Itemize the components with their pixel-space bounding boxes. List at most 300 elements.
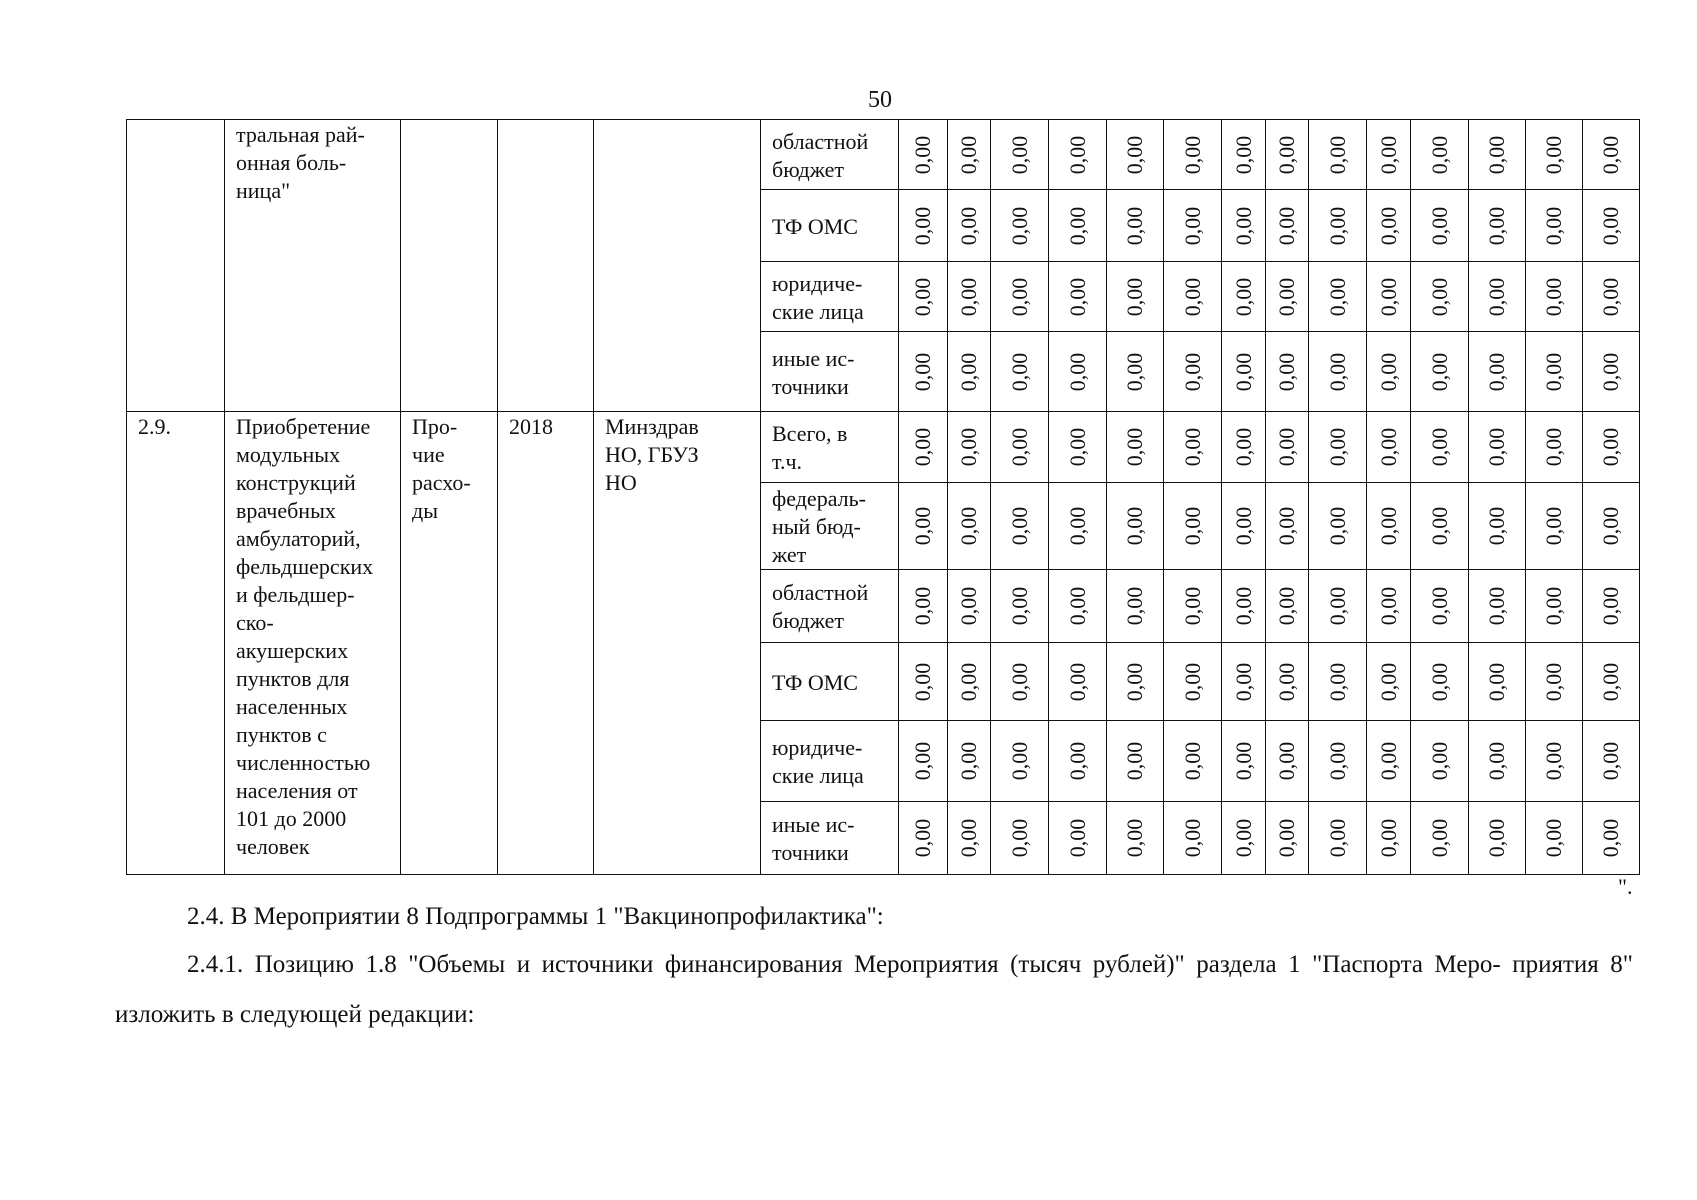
- value-cell: [1266, 721, 1309, 802]
- value-text: 0,00: [1598, 206, 1623, 245]
- value-cell: [948, 643, 991, 721]
- value-text: 0,00: [1484, 135, 1509, 174]
- value-text: 0,00: [1274, 818, 1299, 858]
- value-text: 0,00: [1375, 662, 1401, 701]
- value-text: 0,00: [1064, 206, 1090, 245]
- value-cell: [899, 721, 948, 802]
- value-text: 0,00: [1274, 277, 1299, 316]
- value-text: 0,00: [1230, 206, 1256, 245]
- value-cell: [1367, 483, 1411, 570]
- value-cell: [899, 643, 948, 721]
- value-cell: [1107, 643, 1164, 721]
- value-text: 0,00: [1324, 135, 1350, 174]
- value-text: 0,00: [1230, 586, 1256, 626]
- value-cell: [1367, 570, 1411, 643]
- value-text: 0,00: [1064, 352, 1090, 391]
- value-text: 0,00: [1324, 206, 1350, 245]
- value-cell: [1222, 483, 1266, 570]
- value-text: 0,00: [1179, 818, 1205, 858]
- cell-number-empty: [127, 120, 225, 412]
- value-cell: [1526, 412, 1583, 483]
- value-text: 0,00: [1230, 427, 1256, 467]
- value-cell: [899, 262, 948, 332]
- value-text: 0,00: [1426, 818, 1452, 858]
- value-cell: [1164, 262, 1222, 332]
- table-row: [127, 120, 1640, 190]
- value-text: 0,00: [1122, 206, 1147, 245]
- value-text: 0,00: [1426, 352, 1452, 391]
- value-cell: [1164, 802, 1222, 875]
- value-text: 0,00: [1541, 818, 1566, 858]
- value-text: 0,00: [1484, 352, 1509, 391]
- value-cell: [1583, 412, 1640, 483]
- value-text: 0,00: [956, 352, 981, 391]
- value-text: 0,00: [1598, 506, 1623, 546]
- value-text: 0,00: [1274, 352, 1299, 391]
- value-cell: [948, 483, 991, 570]
- value-cell: [1266, 643, 1309, 721]
- value-text: 0,00: [1179, 586, 1205, 626]
- cell-funding-source-text: юридиче- ские лица: [772, 270, 864, 324]
- value-text: 0,00: [1598, 818, 1623, 858]
- value-cell: [1526, 721, 1583, 802]
- value-text: 0,00: [1324, 818, 1350, 858]
- value-cell: [1469, 412, 1526, 483]
- value-cell: [1266, 262, 1309, 332]
- value-text: 0,00: [1274, 135, 1299, 174]
- value-text: 0,00: [1426, 277, 1452, 316]
- cell-funding-source-text: ТФ ОМС: [772, 669, 858, 695]
- value-text: 0,00: [1179, 277, 1205, 316]
- value-text: 0,00: [1230, 662, 1256, 701]
- value-cell: [1222, 332, 1266, 412]
- value-text: 0,00: [1375, 352, 1401, 391]
- value-cell: [899, 190, 948, 262]
- value-text: 0,00: [1274, 206, 1299, 245]
- value-text: 0,00: [1375, 427, 1401, 467]
- value-cell: [948, 412, 991, 483]
- value-cell: [1266, 190, 1309, 262]
- value-text: 0,00: [1179, 427, 1205, 467]
- value-text: 0,00: [1324, 506, 1350, 546]
- value-text: 0,00: [1484, 506, 1509, 546]
- value-text: 0,00: [910, 352, 935, 391]
- value-cell: [1526, 802, 1583, 875]
- value-text: 0,00: [956, 818, 981, 858]
- value-text: 0,00: [1006, 135, 1032, 174]
- value-cell: [1411, 262, 1469, 332]
- value-text: 0,00: [1426, 135, 1452, 174]
- value-cell: [899, 570, 948, 643]
- value-text: 0,00: [1484, 206, 1509, 245]
- value-cell: [1411, 643, 1469, 721]
- value-cell: [1107, 802, 1164, 875]
- value-text: 0,00: [1426, 741, 1452, 781]
- value-cell: [948, 332, 991, 412]
- value-text: 0,00: [1179, 741, 1205, 781]
- value-text: 0,00: [1064, 427, 1090, 467]
- value-cell: [1469, 190, 1526, 262]
- value-cell: [991, 262, 1049, 332]
- value-cell: [1526, 120, 1583, 190]
- value-text: 0,00: [1006, 427, 1032, 467]
- value-cell: [1411, 332, 1469, 412]
- value-text: 0,00: [910, 662, 935, 701]
- value-text: 0,00: [910, 586, 935, 626]
- cell-item-category-text: Про- чие расхо- ды: [412, 414, 471, 523]
- cell-funding-source: [761, 412, 899, 483]
- cell-funding-source-text: иные ис- точники: [772, 345, 855, 399]
- value-cell: [1049, 262, 1107, 332]
- value-text: 0,00: [1006, 741, 1032, 781]
- value-cell: [1309, 262, 1367, 332]
- value-cell: [1107, 412, 1164, 483]
- value-cell: [1367, 190, 1411, 262]
- cell-funding-source-text: юридиче- ские лица: [772, 735, 864, 788]
- value-text: 0,00: [1064, 818, 1090, 858]
- value-cell: [1411, 570, 1469, 643]
- value-text: 0,00: [1541, 506, 1566, 546]
- value-text: 0,00: [1484, 277, 1509, 316]
- value-cell: [1583, 332, 1640, 412]
- value-cell: [1164, 190, 1222, 262]
- value-cell: [1469, 643, 1526, 721]
- value-cell: [1222, 643, 1266, 721]
- value-text: 0,00: [1375, 135, 1401, 174]
- value-cell: [1583, 802, 1640, 875]
- value-text: 0,00: [1006, 506, 1032, 546]
- value-text: 0,00: [910, 206, 935, 245]
- value-text: 0,00: [1426, 427, 1452, 467]
- value-text: 0,00: [1598, 741, 1623, 781]
- value-cell: [1164, 643, 1222, 721]
- value-text: 0,00: [1324, 277, 1350, 316]
- value-cell: [948, 190, 991, 262]
- value-cell: [1469, 332, 1526, 412]
- value-cell: [1367, 262, 1411, 332]
- value-cell: [991, 120, 1049, 190]
- value-cell: [991, 483, 1049, 570]
- value-text: 0,00: [956, 506, 981, 546]
- value-text: 0,00: [1179, 662, 1205, 701]
- value-cell: [1367, 412, 1411, 483]
- value-text: 0,00: [1274, 741, 1299, 781]
- value-cell: [1164, 120, 1222, 190]
- value-text: 0,00: [1484, 741, 1509, 781]
- value-text: 0,00: [1064, 741, 1090, 781]
- value-text: 0,00: [1484, 662, 1509, 701]
- value-text: 0,00: [1598, 135, 1623, 174]
- value-text: 0,00: [1122, 741, 1147, 781]
- value-cell: [991, 643, 1049, 721]
- value-text: 0,00: [1426, 662, 1452, 701]
- cell-funding-source-text: федераль- ный бюд- жет: [772, 486, 866, 567]
- value-cell: [1222, 570, 1266, 643]
- value-cell: [1266, 412, 1309, 483]
- value-cell: [1367, 802, 1411, 875]
- value-text: 0,00: [1541, 135, 1566, 174]
- paragraph-2-4-1-text: 2.4.1. Позицию 1.8 "Объемы и источники финансирования Мероприятия (тысяч рублей)" раздела 1 "Паспорта Меро- приятия 8" изложить в следующей редакции:: [115, 951, 1633, 1028]
- value-cell: [1367, 332, 1411, 412]
- value-cell: [1107, 721, 1164, 802]
- value-text: 0,00: [1006, 586, 1032, 626]
- value-text: 0,00: [1064, 506, 1090, 546]
- value-text: 0,00: [910, 818, 935, 858]
- value-text: 0,00: [1179, 135, 1205, 174]
- value-cell: [1309, 190, 1367, 262]
- value-text: 0,00: [1122, 427, 1147, 467]
- value-cell: [1367, 721, 1411, 802]
- value-cell: [948, 570, 991, 643]
- value-cell: [1107, 190, 1164, 262]
- cell-item-executor-text: Минздрав НО, ГБУЗ НО: [605, 414, 699, 495]
- cell-item-category: [401, 412, 498, 875]
- value-cell: [991, 570, 1049, 643]
- cell-funding-source: [761, 643, 899, 721]
- value-text: 0,00: [910, 506, 935, 546]
- value-text: 0,00: [1006, 818, 1032, 858]
- value-text: 0,00: [1541, 352, 1566, 391]
- value-cell: [1526, 332, 1583, 412]
- value-text: 0,00: [1541, 427, 1566, 467]
- value-text: 0,00: [1598, 277, 1623, 316]
- value-text: 0,00: [1064, 135, 1090, 174]
- value-cell: [1309, 570, 1367, 643]
- value-cell: [899, 802, 948, 875]
- value-text: 0,00: [1006, 206, 1032, 245]
- value-cell: [1583, 643, 1640, 721]
- value-cell: [899, 120, 948, 190]
- value-cell: [1164, 332, 1222, 412]
- cell-funding-source: [761, 570, 899, 643]
- value-cell: [1049, 802, 1107, 875]
- value-text: 0,00: [1274, 506, 1299, 546]
- paragraph-2-4-1: [115, 940, 1633, 1040]
- cell-funding-source-text: областной бюджет: [772, 128, 869, 182]
- value-text: 0,00: [1122, 135, 1147, 174]
- cell-category-empty: [401, 120, 498, 412]
- value-cell: [1411, 483, 1469, 570]
- value-text: 0,00: [956, 586, 981, 626]
- value-text: 0,00: [1324, 586, 1350, 626]
- value-cell: [948, 802, 991, 875]
- value-cell: [1469, 802, 1526, 875]
- cell-funding-source: [761, 120, 899, 190]
- value-cell: [1266, 483, 1309, 570]
- value-cell: [948, 262, 991, 332]
- value-text: 0,00: [1324, 352, 1350, 391]
- value-text: 0,00: [1541, 741, 1566, 781]
- value-text: 0,00: [1122, 818, 1147, 858]
- value-text: 0,00: [1541, 586, 1566, 626]
- value-cell: [1107, 332, 1164, 412]
- value-cell: [1583, 262, 1640, 332]
- value-text: 0,00: [1230, 818, 1256, 858]
- value-text: 0,00: [1179, 206, 1205, 245]
- value-cell: [1309, 643, 1367, 721]
- value-cell: [1309, 483, 1367, 570]
- value-text: 0,00: [1006, 352, 1032, 391]
- value-text: 0,00: [956, 427, 981, 467]
- value-text: 0,00: [1598, 662, 1623, 701]
- value-text: 0,00: [910, 277, 935, 316]
- value-text: 0,00: [1064, 586, 1090, 626]
- value-cell: [1164, 412, 1222, 483]
- value-text: 0,00: [1541, 277, 1566, 316]
- cell-item-year-text: 2018: [509, 414, 553, 439]
- cell-funding-source: [761, 262, 899, 332]
- value-cell: [1222, 120, 1266, 190]
- table-closing-quote: ".: [1618, 874, 1633, 899]
- cell-funding-source-text: иные ис- точники: [772, 812, 855, 865]
- value-cell: [1526, 643, 1583, 721]
- value-text: 0,00: [1375, 206, 1401, 245]
- value-cell: [1164, 570, 1222, 643]
- value-cell: [1107, 483, 1164, 570]
- value-text: 0,00: [1541, 206, 1566, 245]
- value-cell: [1309, 412, 1367, 483]
- cell-year-empty: [498, 120, 594, 412]
- cell-item-number: [127, 412, 225, 875]
- value-text: 0,00: [1230, 277, 1256, 316]
- value-cell: [1583, 570, 1640, 643]
- cell-funding-source: [761, 802, 899, 875]
- value-cell: [1164, 721, 1222, 802]
- value-text: 0,00: [1375, 506, 1401, 546]
- value-text: 0,00: [1122, 352, 1147, 391]
- value-text: 0,00: [1230, 135, 1256, 174]
- value-cell: [1469, 570, 1526, 643]
- cell-item-executor: [594, 412, 761, 875]
- value-text: 0,00: [1274, 427, 1299, 467]
- value-cell: [1411, 802, 1469, 875]
- value-text: 0,00: [1179, 506, 1205, 546]
- cell-name-continued: [225, 120, 401, 412]
- value-text: 0,00: [1426, 206, 1452, 245]
- value-cell: [1526, 190, 1583, 262]
- value-cell: [1469, 483, 1526, 570]
- value-cell: [1309, 721, 1367, 802]
- value-cell: [1049, 721, 1107, 802]
- value-text: 0,00: [1484, 586, 1509, 626]
- value-cell: [1222, 721, 1266, 802]
- value-cell: [1049, 332, 1107, 412]
- value-cell: [1222, 802, 1266, 875]
- value-text: 0,00: [910, 135, 935, 174]
- value-text: 0,00: [1006, 662, 1032, 701]
- cell-funding-source: [761, 483, 899, 570]
- value-cell: [1367, 120, 1411, 190]
- value-text: 0,00: [1122, 506, 1147, 546]
- value-cell: [1469, 120, 1526, 190]
- value-text: 0,00: [1122, 662, 1147, 701]
- value-text: 0,00: [1122, 277, 1147, 316]
- value-cell: [1583, 483, 1640, 570]
- value-cell: [1049, 120, 1107, 190]
- value-text: 0,00: [1541, 662, 1566, 701]
- value-text: 0,00: [910, 427, 935, 467]
- value-cell: [899, 483, 948, 570]
- value-cell: [1583, 721, 1640, 802]
- value-cell: [1266, 570, 1309, 643]
- value-cell: [1583, 120, 1640, 190]
- value-cell: [948, 120, 991, 190]
- cell-funding-source-text: областной бюджет: [772, 580, 869, 633]
- page-number: 50: [868, 87, 892, 113]
- value-text: 0,00: [956, 135, 981, 174]
- value-text: 0,00: [1230, 506, 1256, 546]
- value-text: 0,00: [1426, 586, 1452, 626]
- value-cell: [1049, 190, 1107, 262]
- cell-item-year: [498, 412, 594, 875]
- value-text: 0,00: [1122, 586, 1147, 626]
- value-text: 0,00: [1484, 427, 1509, 467]
- value-cell: [1266, 802, 1309, 875]
- value-text: 0,00: [1324, 427, 1350, 467]
- cell-name-continued-text: тральная рай- онная боль- ница": [236, 122, 365, 203]
- cell-item-name-text: Приобретение модульных конструкций врачебных амбулаторий, фельдшерских и фельдшер- ско- акушерских пунктов для населенных пунктов с численностью населения от 101 до 2000 человек: [236, 414, 374, 859]
- value-text: 0,00: [1324, 741, 1350, 781]
- value-text: 0,00: [1006, 277, 1032, 316]
- cell-funding-source-text: Всего, в т.ч.: [772, 421, 848, 474]
- value-cell: [1107, 120, 1164, 190]
- value-cell: [1049, 412, 1107, 483]
- value-cell: [899, 332, 948, 412]
- value-text: 0,00: [1274, 586, 1299, 626]
- value-cell: [1164, 483, 1222, 570]
- value-cell: [1222, 190, 1266, 262]
- value-cell: [1411, 412, 1469, 483]
- value-text: 0,00: [1426, 506, 1452, 546]
- value-text: 0,00: [1375, 277, 1401, 316]
- value-cell: [1526, 483, 1583, 570]
- value-cell: [1107, 570, 1164, 643]
- value-cell: [1411, 721, 1469, 802]
- value-text: 0,00: [1598, 586, 1623, 626]
- value-text: 0,00: [956, 662, 981, 701]
- cell-item-name: [225, 412, 401, 875]
- paragraph-2-4: 2.4. В Мероприятии 8 Подпрограммы 1 "Вакцинопрофилактика":: [187, 903, 884, 930]
- value-cell: [1411, 120, 1469, 190]
- value-text: 0,00: [1179, 352, 1205, 391]
- value-cell: [1222, 262, 1266, 332]
- value-cell: [1469, 262, 1526, 332]
- cell-funding-source: [761, 721, 899, 802]
- value-cell: [991, 190, 1049, 262]
- value-cell: [991, 802, 1049, 875]
- value-cell: [991, 332, 1049, 412]
- table-row: [127, 412, 1640, 483]
- value-text: 0,00: [910, 741, 935, 781]
- value-cell: [1309, 802, 1367, 875]
- value-cell: [1367, 643, 1411, 721]
- value-text: 0,00: [1324, 662, 1350, 701]
- value-cell: [1411, 190, 1469, 262]
- value-cell: [1107, 262, 1164, 332]
- value-cell: [1222, 412, 1266, 483]
- value-cell: [1469, 721, 1526, 802]
- value-cell: [1049, 643, 1107, 721]
- financing-table: [126, 119, 1640, 875]
- value-cell: [1526, 262, 1583, 332]
- value-text: 0,00: [1230, 352, 1256, 391]
- value-text: 0,00: [1375, 586, 1401, 626]
- value-text: 0,00: [1064, 277, 1090, 316]
- value-text: 0,00: [1274, 662, 1299, 701]
- cell-executor-empty: [594, 120, 761, 412]
- value-cell: [1266, 332, 1309, 412]
- value-cell: [1309, 120, 1367, 190]
